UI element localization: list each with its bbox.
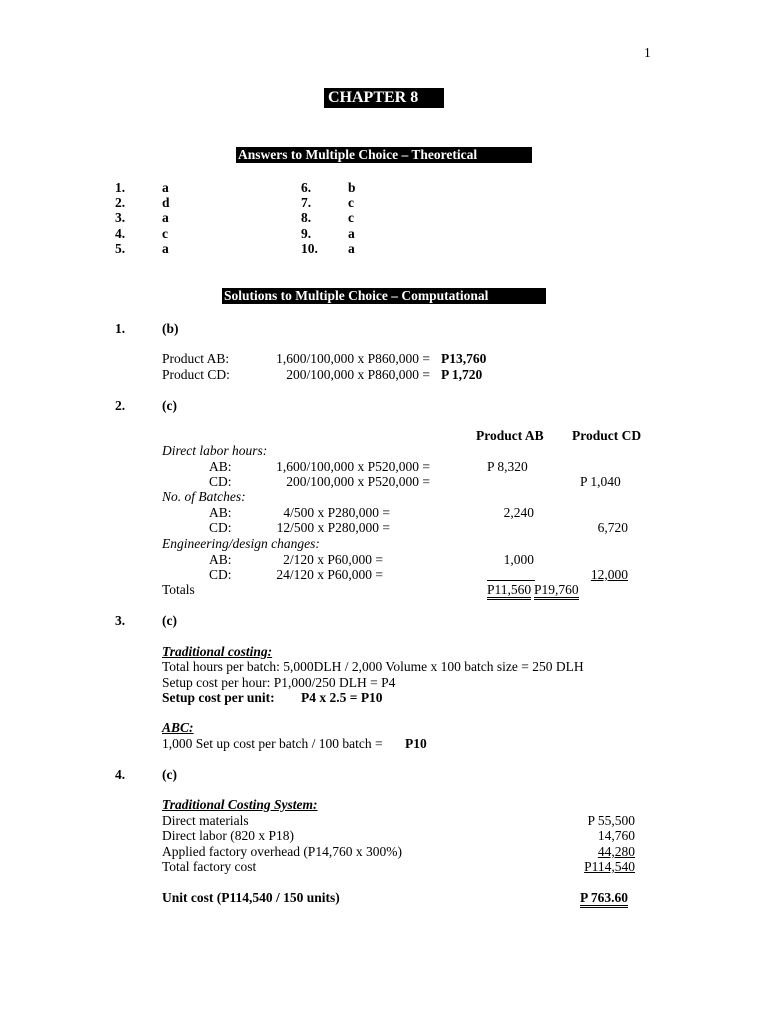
underline-ab <box>487 580 535 581</box>
row-label: CD: <box>209 567 232 582</box>
row-label: AB: <box>209 459 232 474</box>
answer-num: 7. <box>301 195 312 210</box>
page-number: 1 <box>644 45 651 60</box>
row-calc: 1,600/100,000 x P520,000 = <box>276 459 430 474</box>
traditional-costing-heading: Traditional costing: <box>162 644 273 659</box>
cost-label: Applied factory overhead (P14,760 x 300%) <box>162 844 402 859</box>
row-calc: 24/120 x P60,000 = <box>276 567 383 582</box>
abc-heading: ABC: <box>162 720 194 735</box>
row-calc: 2/120 x P60,000 = <box>283 552 383 567</box>
answer-num: 10. <box>301 241 318 256</box>
answer-letter: c <box>348 210 354 225</box>
cost-label: Total factory cost <box>162 859 257 874</box>
line-total-hours: Total hours per batch: 5,000DLH / 2,000 Volume x 100 batch size = 250 DLH <box>162 659 584 674</box>
chapter-title: CHAPTER 8 <box>324 88 444 108</box>
row-result: P 1,720 <box>441 367 483 382</box>
question-number: 3. <box>115 613 126 628</box>
section-label: Engineering/design changes: <box>162 536 320 551</box>
total-cd: P19,760 <box>534 583 579 600</box>
answer-num: 4. <box>115 226 126 241</box>
line-setup-cost-hour: Setup cost per hour: P1,000/250 DLH = P4 <box>162 675 396 690</box>
value-cd: P 1,040 <box>580 474 621 489</box>
answer-letter: c <box>162 226 168 241</box>
row-label: Product AB: <box>162 351 230 366</box>
row-label: AB: <box>209 552 232 567</box>
traditional-system-heading: Traditional Costing System: <box>162 797 318 812</box>
value-ab: 1,000 <box>503 552 534 567</box>
answer-num: 2. <box>115 195 126 210</box>
answer-letter: a <box>348 226 355 241</box>
column-header-ab: Product AB <box>476 428 544 443</box>
row-calc: 200/100,000 x P520,000 = <box>286 474 430 489</box>
cost-value: P114,540 <box>584 859 635 874</box>
value-cd: 6,720 <box>597 520 628 535</box>
total-ab: P11,560 <box>487 583 531 600</box>
answer-num: 5. <box>115 241 126 256</box>
question-number: 4. <box>115 767 126 782</box>
cost-label: Direct labor (820 x P18) <box>162 828 294 843</box>
row-calc: 200/100,000 x P860,000 = <box>286 367 430 382</box>
row-label: CD: <box>209 474 232 489</box>
value-ab: P 8,320 <box>487 459 528 474</box>
question-number: 2. <box>115 398 126 413</box>
unit-cost-label: Unit cost (P114,540 / 150 units) <box>162 890 340 905</box>
answer-num: 3. <box>115 210 126 225</box>
row-calc: 12/500 x P280,000 = <box>276 520 390 535</box>
line-setup-cost-unit-label: Setup cost per unit: <box>162 690 275 705</box>
row-label: CD: <box>209 520 232 535</box>
answer-num: 6. <box>301 180 312 195</box>
line-setup-cost-unit-value: P4 x 2.5 = P10 <box>301 690 383 705</box>
question-answer: (c) <box>162 398 177 413</box>
answer-letter: c <box>348 195 354 210</box>
answer-letter: a <box>162 180 169 195</box>
cost-label: Direct materials <box>162 813 249 828</box>
answer-num: 1. <box>115 180 126 195</box>
answer-letter: a <box>162 210 169 225</box>
cost-value: 14,760 <box>597 828 635 843</box>
abc-line: 1,000 Set up cost per batch / 100 batch = <box>162 736 383 751</box>
theoretical-heading: Answers to Multiple Choice – Theoretical <box>236 147 532 163</box>
answer-letter: a <box>348 241 355 256</box>
cost-value: P 55,500 <box>587 813 635 828</box>
question-answer: (b) <box>162 321 179 336</box>
row-calc: 4/500 x P280,000 = <box>283 505 390 520</box>
value-ab: 2,240 <box>503 505 534 520</box>
answer-letter: b <box>348 180 356 195</box>
answer-num: 9. <box>301 226 312 241</box>
section-label: No. of Batches: <box>162 489 246 504</box>
section-label: Direct labor hours: <box>162 443 268 458</box>
answer-letter: a <box>162 241 169 256</box>
row-result: P13,760 <box>441 351 487 366</box>
row-label: Product CD: <box>162 367 230 382</box>
question-answer: (c) <box>162 613 177 628</box>
value-cd: 12,000 <box>590 567 628 582</box>
unit-cost-value: P 763.60 <box>580 891 628 908</box>
totals-label: Totals <box>162 582 195 597</box>
abc-value: P10 <box>405 736 427 751</box>
question-answer: (c) <box>162 767 177 782</box>
cost-value: 44,280 <box>597 844 635 859</box>
question-number: 1. <box>115 321 126 336</box>
answer-letter: d <box>162 195 170 210</box>
answer-num: 8. <box>301 210 312 225</box>
computational-heading: Solutions to Multiple Choice – Computational <box>222 288 546 304</box>
column-header-cd: Product CD <box>572 428 642 443</box>
row-calc: 1,600/100,000 x P860,000 = <box>276 351 430 366</box>
row-label: AB: <box>209 505 232 520</box>
